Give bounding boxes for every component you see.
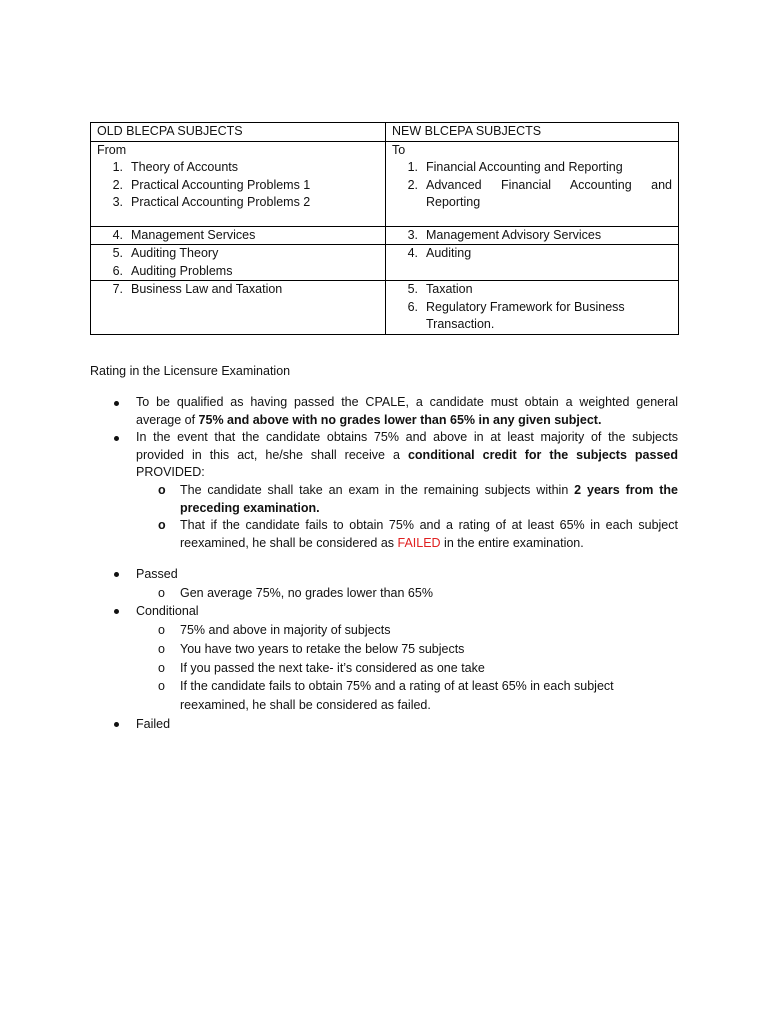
item-text: Auditing Theory: [131, 246, 219, 260]
item-number: 7.: [112, 282, 123, 296]
item-number: 3.: [407, 227, 418, 242]
list-item: [90, 602, 678, 621]
from-label: From: [97, 142, 127, 157]
item-number: 1.: [112, 160, 123, 174]
item-text: Theory of Accounts: [131, 160, 239, 174]
list-item: [90, 429, 678, 482]
item-text: Advanced Financial Accounting and Reporting: [426, 177, 672, 209]
list-item: [97, 227, 379, 245]
old-subject-list: [97, 159, 379, 212]
list-item: [392, 245, 672, 263]
table-row: [91, 226, 679, 245]
list-item: [392, 177, 672, 212]
list-item: [97, 281, 379, 299]
item-text: Financial Accounting and Reporting: [426, 160, 623, 174]
item-text: Auditing Problems: [131, 263, 233, 278]
summary-label: Failed: [136, 716, 171, 731]
list-item: [97, 245, 379, 263]
bullet-icon: [114, 609, 119, 614]
circle-bullet-icon: o: [158, 660, 165, 675]
new-subject-list: [392, 159, 672, 212]
to-label: To: [392, 142, 406, 157]
list-item: [97, 159, 379, 177]
old-subject-list: [97, 245, 379, 280]
item-text: Management Advisory Services: [426, 227, 602, 242]
new-subjects-cell: [386, 141, 679, 226]
list-item: [90, 640, 678, 659]
item-number: 5.: [407, 282, 418, 296]
list-item: [97, 263, 379, 281]
summary-text: Gen average 75%, no grades lower than 65%: [180, 585, 433, 600]
list-item: [90, 517, 678, 552]
list-item: [97, 194, 379, 212]
new-subject-list: [392, 245, 672, 263]
new-subjects-cell: [386, 281, 679, 335]
list-item: [90, 677, 678, 714]
item-number: 5.: [112, 246, 123, 260]
list-item: [90, 394, 678, 429]
rule-text: The candidate shall take an exam in the remaining subjects within: [180, 482, 575, 497]
summary-text: You have two years to retake the below 75 subjects: [180, 641, 465, 656]
list-item: [90, 584, 678, 603]
rules-list: [90, 394, 678, 552]
circle-bullet-icon: o: [158, 518, 166, 533]
new-subject-list: [392, 227, 672, 245]
section-title: Rating in the Licensure Examination: [90, 364, 291, 378]
list-item: [392, 159, 672, 177]
bullet-icon: [114, 572, 119, 577]
item-text: Auditing: [426, 246, 472, 260]
item-number: 6.: [407, 299, 418, 314]
table-row: [91, 141, 679, 226]
failed-highlight: FAILED: [397, 535, 441, 550]
item-number: 4.: [112, 227, 123, 242]
list-item: [90, 659, 678, 678]
rule-text: To be qualified as having passed the CPALE, a candidate must obtain a weighted general average of: [136, 395, 678, 427]
list-item: [90, 715, 678, 734]
subjects-comparison-table: [90, 122, 679, 335]
old-subject-list: [97, 227, 379, 245]
bullet-icon: [114, 436, 119, 441]
table-row: [91, 281, 679, 335]
list-item: [90, 621, 678, 640]
rule-text-bold: 75% and above with no grades lower than 65% in any given subject.: [198, 412, 602, 427]
rule-text: That if the candidate fails to obtain 75% and a rating of at least 65% in each subject reexamined, he shall be considered as: [180, 518, 678, 550]
list-item: [392, 281, 672, 299]
rule-text-bold: 2 years from the preceding examination.: [180, 482, 678, 515]
item-text: Practical Accounting Problems 1: [131, 177, 311, 192]
rule-text-bold: conditional credit for the subjects passed: [407, 447, 678, 462]
item-number: 2.: [112, 177, 123, 192]
item-text: Practical Accounting Problems 2: [131, 195, 311, 209]
old-subject-list: [97, 281, 379, 299]
summary-text: If the candidate fails to obtain 75% and a rating of at least 65% in each subject reexamined, he shall be considered as failed.: [180, 679, 614, 712]
bullet-icon: [114, 401, 119, 406]
list-item: [90, 482, 678, 517]
old-subjects-cell: [91, 281, 386, 335]
circle-bullet-icon: o: [158, 641, 165, 656]
item-number: 3.: [112, 195, 123, 209]
item-text: Business Law and Taxation: [131, 282, 283, 296]
list-item: [97, 177, 379, 195]
list-item: [392, 299, 672, 334]
circle-bullet-icon: o: [158, 482, 166, 497]
circle-bullet-icon: o: [158, 679, 165, 694]
item-number: 4.: [407, 246, 418, 260]
bullet-icon: [114, 722, 119, 727]
new-subjects-cell: [386, 226, 679, 245]
new-subjects-header: NEW BLCEPA SUBJECTS: [386, 123, 679, 142]
old-subjects-cell: [91, 226, 386, 245]
new-subjects-cell: [386, 245, 679, 281]
item-text: Management Services: [131, 227, 256, 242]
rule-text: In the event that the candidate obtains 75% and above in at least majority of the subjects provided in this act, he/she shall receive a: [136, 430, 678, 462]
circle-bullet-icon: o: [158, 623, 165, 638]
summary-label: Passed: [136, 567, 178, 581]
item-text: Regulatory Framework for Business Transaction.: [426, 299, 625, 331]
old-subjects-header: OLD BLECPA SUBJECTS: [91, 123, 386, 142]
new-subject-list: [392, 281, 672, 334]
item-number: 6.: [112, 263, 123, 278]
table-header-row: [91, 123, 679, 142]
summary-text: If you passed the next take- it’s considered as one take: [180, 660, 485, 675]
summary-list: [90, 565, 678, 733]
circle-bullet-icon: o: [158, 585, 165, 600]
old-subjects-cell: [91, 141, 386, 226]
item-number: 2.: [407, 177, 418, 192]
old-subjects-cell: [91, 245, 386, 281]
item-number: 1.: [407, 160, 418, 174]
table-row: [91, 245, 679, 281]
list-item: [90, 565, 678, 584]
item-text: Taxation: [426, 282, 473, 296]
list-item: [392, 227, 672, 245]
summary-label: Conditional: [136, 604, 199, 619]
summary-text: 75% and above in majority of subjects: [180, 623, 391, 638]
rule-text: in the entire examination.: [440, 535, 584, 550]
rule-text: PROVIDED:: [136, 465, 205, 480]
